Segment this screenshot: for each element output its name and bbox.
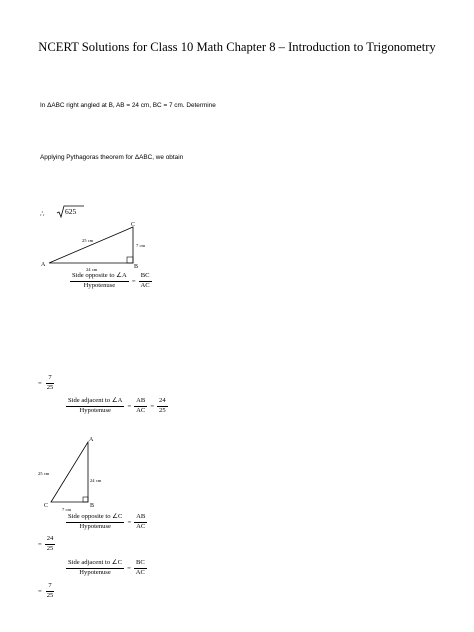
eq2-equals-2: = [150,402,155,410]
res1-equals: = [38,379,42,387]
eq2-lhs-numerator: Side adjacent to ∠A [66,398,124,407]
eq2-mid-numerator: AB [134,398,147,407]
eq3-lhs-numerator: Side opposite to ∠C [66,514,124,523]
right-angle-marker-2 [83,497,88,502]
eq3-rhs-denominator: AC [136,522,146,530]
equation-3 [66,514,147,531]
result-4 [38,583,55,600]
eq2-rhs-numerator: 24 [157,398,168,407]
problem-statement: In ΔABC right angled at B, AB = 24 cm, BC = 7 cm. Determine [40,102,216,109]
result-1 [38,375,55,392]
res3-denominator: 25 [46,544,54,552]
base-label-1: 24 cm [86,267,98,272]
triangle-2-shape [51,442,88,502]
eq4-rhs-fraction [134,560,147,577]
vertex-c-label-1: C [131,222,136,228]
eq1-equals: = [131,277,136,285]
eq1-rhs-denominator: AC [140,281,150,289]
eq2-mid-denominator: AC [136,406,146,414]
eq1-lhs-numerator: Side opposite to ∠A [70,273,129,282]
vertex-b-label-1: B [134,264,139,270]
equation-1 [70,273,152,290]
vertex-b-label-2: B [90,503,95,509]
base-label-2: 7 cm [62,507,72,512]
eq1-lhs-denominator: Hypotenuse [83,281,116,289]
equation-2 [66,398,168,415]
eq3-rhs-fraction [134,514,147,531]
eq2-equals-1: = [127,402,132,410]
res4-numerator: 7 [46,583,53,592]
eq1-rhs-numerator: BC [139,273,152,282]
eq4-lhs-denominator: Hypotenuse [79,568,111,576]
eq4-lhs-fraction [66,560,124,577]
sqrt-radicand: 625 [65,207,77,216]
res3-numerator: 24 [45,536,56,545]
res4-denominator: 25 [46,591,54,599]
triangle-abc-diagram-1 [38,222,148,272]
eq4-equals: = [127,564,131,572]
res4-equals: = [38,587,42,595]
res1-numerator: 7 [46,375,53,384]
side-label-1: 7 cm [136,243,146,248]
res1-denominator: 25 [46,383,54,391]
res4-fraction [45,583,56,600]
triangle-1-shape [49,227,133,263]
eq3-rhs-numerator: AB [134,514,147,523]
therefore-symbol: ∴ [40,210,45,218]
res3-equals: = [38,540,42,548]
pythagoras-statement: Applying Pythagoras theorem for ΔABC, we obtain [40,154,184,161]
res3-fraction [45,536,56,553]
vertex-c-label-2: C [44,503,49,509]
hypotenuse-label-1: 25 cm [82,238,94,243]
page-title: NCERT Solutions for Class 10 Math Chapter 8 – Introduction to Trigonometry [38,40,436,54]
eq3-equals: = [127,518,132,526]
eq2-lhs-denominator: Hypotenuse [79,406,111,414]
vertex-a-label-1: A [41,262,46,268]
result-3 [38,536,55,553]
triangle-abc-diagram-2 [36,434,116,514]
eq4-lhs-numerator: Side adjacent to ∠C [66,560,124,569]
eq4-rhs-numerator: BC [134,560,147,569]
vertex-a-label-2: A [89,437,94,443]
eq3-lhs-fraction [66,514,124,531]
hypotenuse-label-2: 25 cm [38,471,50,476]
eq2-mid-fraction [134,398,147,415]
vertical-label-2: 24 cm [90,478,102,483]
res1-fraction [45,375,56,392]
equation-4 [66,560,147,577]
eq3-lhs-denominator: Hypotenuse [79,522,111,530]
eq2-lhs-fraction [66,398,124,415]
eq4-rhs-denominator: AC [135,568,145,576]
eq2-rhs-denominator: 25 [159,406,166,414]
eq1-rhs-fraction [139,273,152,290]
right-angle-marker-1 [127,257,133,263]
eq2-rhs-fraction [157,398,168,415]
eq1-lhs-fraction [70,273,129,290]
